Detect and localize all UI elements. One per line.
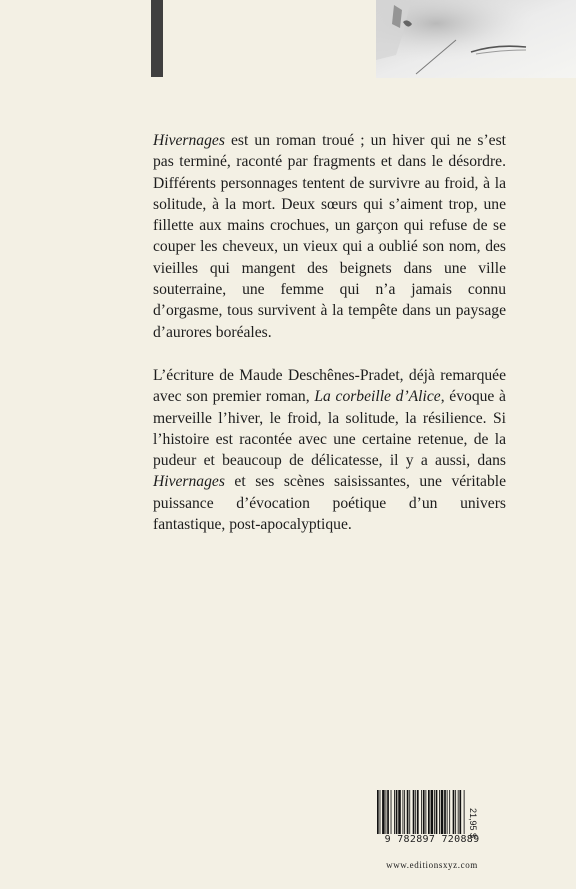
isbn-digits: 9 782897 720889 (384, 834, 480, 845)
paragraph-text: , évoque à merveille l’hiver, le froid, la solitude, la résilience. Si l’histoire est racontée avec une certaine retenue, de la pudeur et beaucoup de délicatesse, il y a aussi, dans (153, 388, 506, 470)
author-paragraph (153, 365, 506, 535)
publisher-website: www.editionsxyz.com (386, 860, 478, 870)
book-title-italic: Hivernages (153, 473, 225, 491)
decorative-bar (151, 0, 163, 77)
previous-book-title-italic: La corbeille d’Alice (314, 388, 441, 406)
paragraph-text: est un roman troué ; un hiver qui ne s’est pas terminé, raconté par fragments et dans le désordre. Différents personnages tentent de survivre au froid, à la solitude, à la mort. Deux sœurs qui s’aiment trop, une fillette aux mains crochues, un garçon qui refuse de se couper les cheveux, un vieux qui a oublié son nom, des vieilles qui mangent des beignets dans une ville souterraine, une femme qui n’a jamais connu d’orgasme, tous survivent à la tempête dans un paysage d’aurores boréales. (153, 132, 506, 341)
book-title-italic: Hivernages (153, 132, 225, 149)
paragraph-text: L’écriture de Maude Deschênes-Pradet, déjà remarquée avec son premier roman, (153, 366, 506, 406)
summary-paragraph (153, 130, 506, 343)
paragraph-text: et ses scènes saisissantes, une véritable puissance d’évocation poétique d’un univers fantastique, post-apocalyptique. (153, 473, 506, 534)
price-label: 21,95 $ (468, 808, 478, 839)
back-cover-text (153, 130, 506, 557)
cover-photo-face (376, 0, 576, 78)
